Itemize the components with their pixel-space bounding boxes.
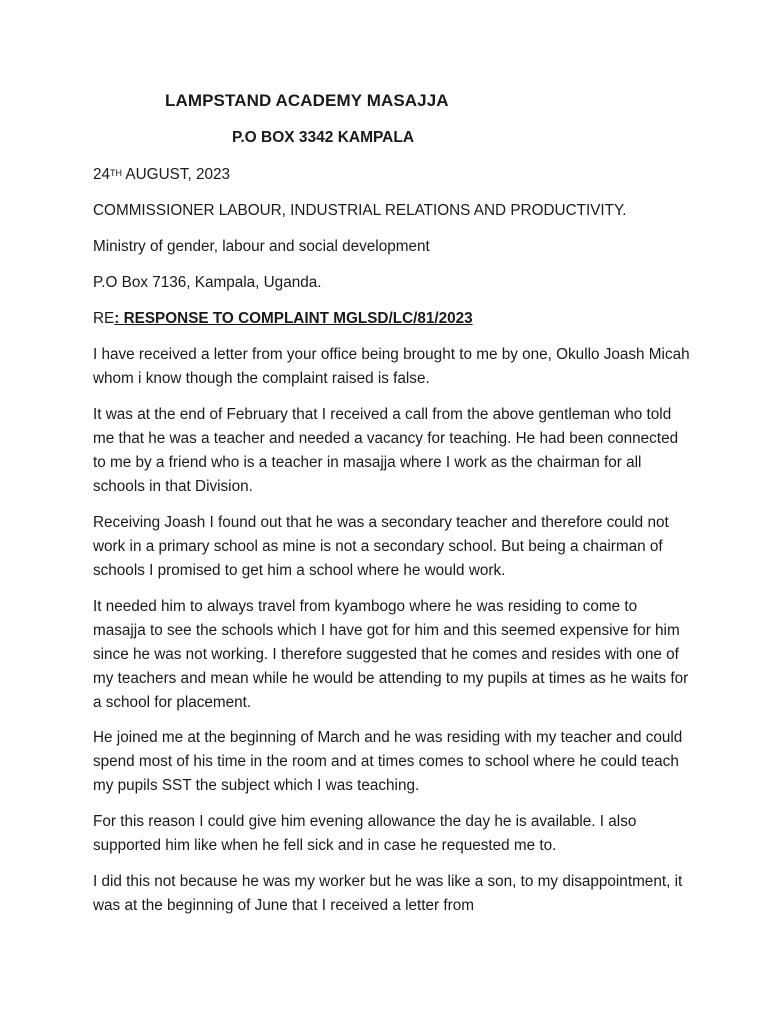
school-name: LAMPSTAND ACADEMY MASAJJA	[165, 91, 449, 110]
subject-text: : RESPONSE TO COMPLAINT MGLSD/LC/81/2023	[114, 310, 473, 327]
date-day: 24	[93, 166, 111, 183]
recipient-ministry: Ministry of gender, labour and social development	[93, 238, 430, 255]
date-rest: AUGUST, 2023	[122, 166, 230, 183]
paragraph-1: I have received a letter from your office being brought to me by one, Okullo Joash Micah whom i know though the complaint raised is false.	[93, 346, 690, 387]
paragraph-2: It was at the end of February that I received a call from the above gentleman who told me that he was a teacher and needed a vacancy for teaching. He had been connected to me by a friend who is a teacher in masajja where I work as the chairman for all schools in that Division.	[93, 406, 679, 495]
paragraph-6: For this reason I could give him evening allowance the day he is available. I also supported him like when he fell sick and in case he requested me to.	[93, 813, 637, 854]
paragraph-3: Receiving Joash I found out that he was a secondary teacher and therefore could not work in a primary school as mine is not a secondary school. But being a chairman of schools I promised to get him a school where he would work.	[93, 514, 669, 579]
recipient-title: COMMISSIONER LABOUR, INDUSTRIAL RELATIONS AND PRODUCTIVITY.	[93, 202, 627, 219]
paragraph-5: He joined me at the beginning of March and he was residing with my teacher and could spend most of his time in the room and at times comes to school where he could teach my pupils SST the subject which I was teaching.	[93, 729, 683, 794]
recipient-address: P.O Box 7136, Kampala, Uganda.	[93, 274, 322, 291]
paragraph-7: I did this not because he was my worker but he was like a son, to my disappointment, it was at the beginning of June that I received a letter from	[93, 873, 683, 914]
letter-date	[93, 163, 693, 187]
date-ordinal: TH	[110, 168, 123, 178]
school-po-box: P.O BOX 3342 KAMPALA	[232, 129, 415, 146]
paragraph-4: It needed him to always travel from kyambogo where he was residing to come to masajja to see the schools which I have got for him and this seemed expensive for him since he was not working. I therefore suggested that he comes and resides with one of my teachers and mean while he would be attending to my pupils at times as he waits for a school for placement.	[93, 598, 689, 711]
letter-subject	[93, 307, 693, 331]
subject-prefix: RE	[93, 310, 115, 327]
